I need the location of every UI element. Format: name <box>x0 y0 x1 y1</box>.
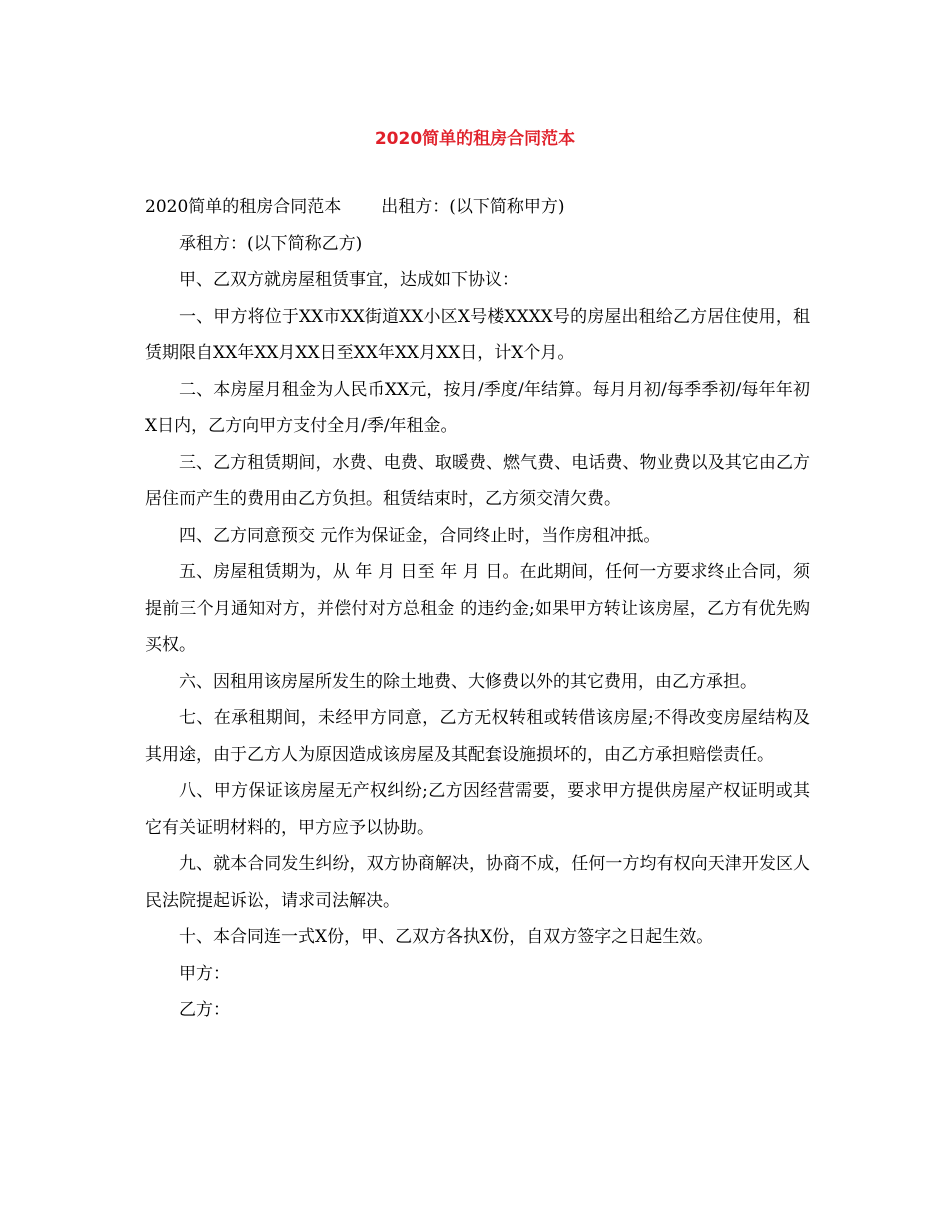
preamble: 甲、乙双方就房屋租赁事宜，达成如下协议： <box>179 270 519 290</box>
clause-5: 五、房屋租赁期为，从 年 月 日至 年 月 日。在此期间，任何一方要求终止合同，须提前三个月通知对方，并偿付对方总租金 的违约金;如果甲方转让该房屋，乙方有优先购买权。 <box>145 562 810 655</box>
intro-line <box>145 189 810 226</box>
party-a-signature: 甲方： <box>179 963 230 984</box>
clause-8: 八、甲方保证该房屋无产权纠纷;乙方因经营需要，要求甲方提供房屋产权证明或其它有关证明材料的，甲方应予以协助。 <box>145 781 810 838</box>
clause-2: 二、本房屋月租金为人民币XX元，按月/季度/年结算。每月月初/每季季初/每年年初X日内，乙方向甲方支付全月/季/年租金。 <box>145 379 810 436</box>
clause-4: 四、乙方同意预交 元作为保证金，合同终止时，当作房租冲抵。 <box>179 525 661 546</box>
intro-title: 2020简单的租房合同范本 <box>145 197 342 217</box>
party-b-signature: 乙方： <box>179 1000 230 1020</box>
clause-6: 六、因租用该房屋所发生的除土地费、大修费以外的其它费用，由乙方承担。 <box>179 671 757 692</box>
document-body <box>145 189 810 1029</box>
clause-1: 一、甲方将位于XX市XX街道XX小区X号楼XXXX号的房屋出租给乙方居住使用，租赁期限自XX年XX月XX日至XX年XX月XX日，计X个月。 <box>145 306 810 363</box>
clause-7: 七、在承租期间，未经甲方同意，乙方无权转租或转借该房屋;不得改变房屋结构及其用途，由于乙方人为原因造成该房屋及其配套设施损坏的，由乙方承担赔偿责任。 <box>145 708 810 765</box>
document-title: 2020简单的租房合同范本 <box>374 129 576 149</box>
clause-9: 九、就本合同发生纠纷，双方协商解决，协商不成，任何一方均有权向天津开发区人民法院提起诉讼，请求司法解决。 <box>145 854 810 911</box>
lessor-line: 出租方：(以下简称甲方) <box>381 197 565 217</box>
clause-3: 三、乙方租赁期间，水费、电费、取暖费、燃气费、电话费、物业费以及其它由乙方居住而产生的费用由乙方负担。租赁结束时，乙方须交清欠费。 <box>145 452 810 509</box>
lessee-line: 承租方：(以下简称乙方) <box>179 233 363 254</box>
clause-10: 十、本合同连一式X份，甲、乙双方各执X份，自双方签字之日起生效。 <box>179 927 714 947</box>
